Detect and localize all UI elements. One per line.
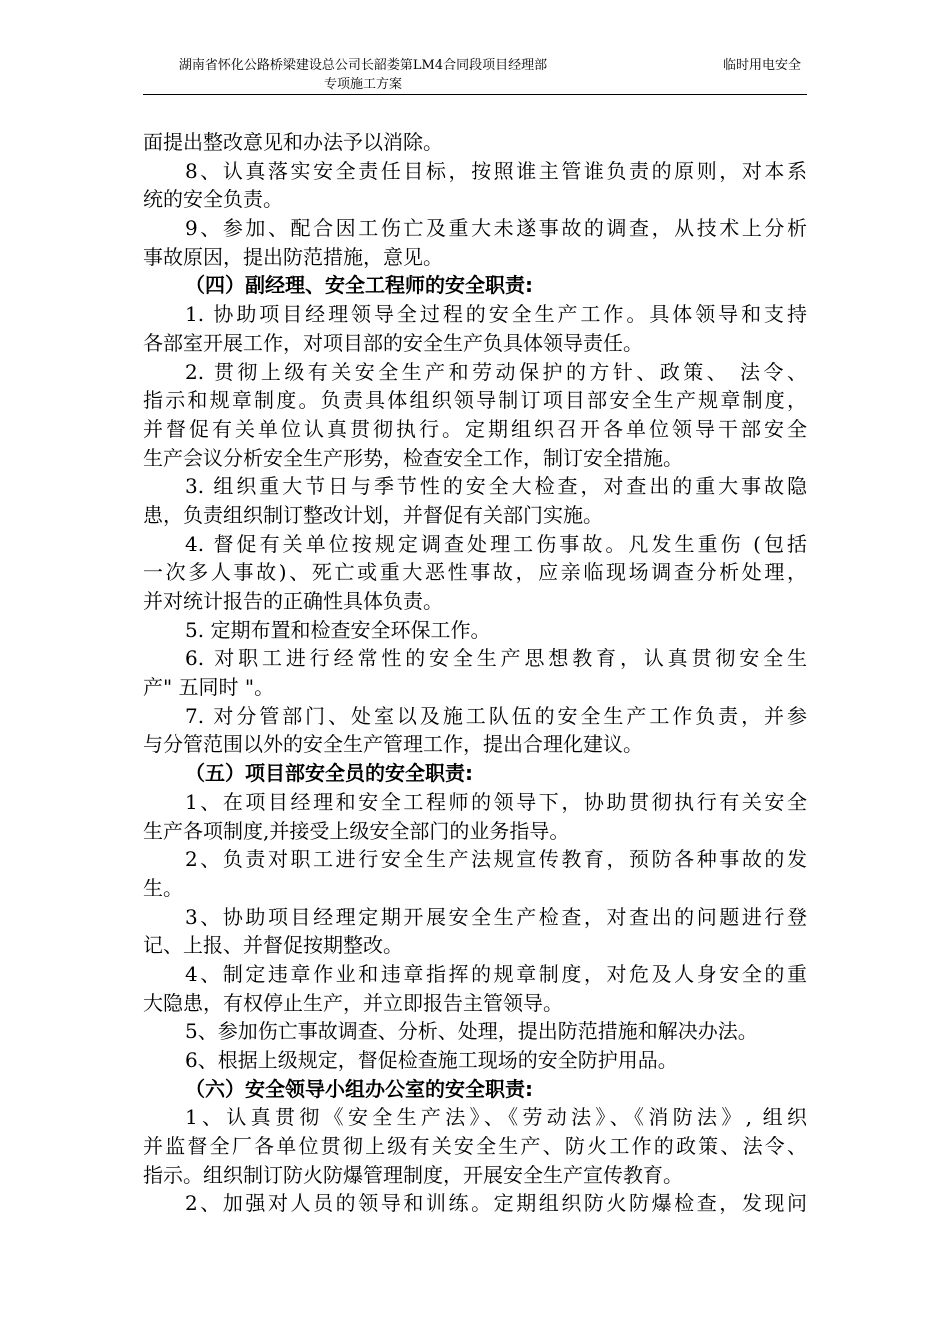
paragraph-line: 各部室开展工作，对项目部的安全生产负具体领导责任。: [143, 330, 643, 355]
paragraph-line: 6. 对职工进行经常性的安全生产思想教育，认真贯彻安全生: [185, 646, 807, 671]
paragraph-line: 指示。组织制订防火防爆管理制度，开展安全生产宣传教育。: [143, 1162, 683, 1187]
header-company: [143, 56, 583, 94]
paragraph-line: 3. 组织重大节日与季节性的安全大检查，对查出的重大事故隐: [185, 474, 807, 499]
header-doc-title: 临时用电安全: [722, 58, 801, 73]
paragraph-line: 并督促有关单位认真贯彻执行。定期组织召开各单位领导干部安全: [143, 416, 807, 441]
paragraph-line: 3、协助项目经理定期开展安全生产检查，对查出的问题进行登: [185, 904, 807, 929]
paragraph-line: 5、参加伤亡事故调查、分析、处理，提出防范措施和解决办法。: [185, 1019, 758, 1044]
paragraph-line: 大隐患，有权停止生产，并立即报告主管领导。: [143, 990, 563, 1015]
paragraph-line: 1. 协助项目经理领导全过程的安全生产工作。具体领导和支持: [185, 302, 807, 327]
section-heading: （五）项目部安全员的安全职责:: [185, 761, 473, 786]
paragraph-line: 产" 五同时 "。: [143, 675, 275, 700]
paragraph-line: 并对统计报告的正确性具体负责。: [143, 589, 443, 613]
header-company-line2: 专项施工方案: [323, 77, 402, 92]
paragraph-line: 生。: [143, 875, 183, 900]
paragraph-line: 9、参加、配合因工伤亡及重大未遂事故的调查，从技术上分析: [185, 216, 807, 241]
paragraph-line: 8、认真落实安全责任目标，按照谁主管谁负责的原则，对本系: [185, 158, 807, 183]
paragraph-line: 2. 贯彻上级有关安全生产和劳动保护的方针、政策、 法令、: [185, 359, 807, 384]
paragraph-line: 4. 督促有关单位按规定调查处理工伤事故。凡发生重伤 (包括: [185, 531, 807, 556]
paragraph-line: 生产各项制度,并接受上级安全部门的业务指导。: [143, 818, 570, 843]
paragraph-line: 7. 对分管部门、处室以及施工队伍的安全生产工作负责，并参: [185, 703, 807, 728]
paragraph-line: 一次多人事故)、死亡或重大恶性事故，应亲临现场调查分析处理，: [143, 560, 807, 585]
paragraph-line: 患，负责组织制订整改计划，并督促有关部门实施。: [143, 502, 603, 527]
paragraph-line: 统的安全负责。: [143, 187, 283, 212]
paragraph-line: 记、上报、并督促按期整改。: [143, 933, 403, 958]
section-heading: （六）安全领导小组办公室的安全职责:: [185, 1076, 533, 1101]
paragraph-line: 1、认真贯彻《安全生产法》、《劳动法》、《消防法》, 组织: [185, 1105, 807, 1130]
paragraph-line: 并监督全厂各单位贯彻上级有关安全生产、防火工作的政策、法令、: [143, 1134, 807, 1159]
paragraph-line: 生产会议分析安全生产形势，检查安全工作，制订安全措施。: [143, 445, 683, 470]
header-company-line1: 湖南省怀化公路桥梁建设总公司长韶娄第LM4合同段项目经理部: [178, 58, 548, 73]
paragraph-line: 与分管范围以外的安全生产管理工作，提出合理化建议。: [143, 732, 643, 757]
paragraph-line: 指示和规章制度。负责具体组织领导制订项目部安全生产规章制度，: [143, 388, 807, 413]
paragraph-line: 2、加强对人员的领导和训练。定期组织防火防爆检查，发现问: [185, 1191, 807, 1216]
paragraph-line: 事故原因，提出防范措施，意见。: [143, 244, 443, 269]
paragraph-line: 2、负责对职工进行安全生产法规宣传教育，预防各种事故的发: [185, 847, 807, 872]
paragraph-line: 5. 定期布置和检查安全环保工作。: [185, 617, 491, 642]
paragraph-line: 1、在项目经理和安全工程师的领导下，协助贯彻执行有关安全: [185, 789, 807, 814]
document-body: [143, 128, 807, 1218]
paragraph-line: 4、制定违章作业和违章指挥的规章制度，对危及人身安全的重: [185, 961, 807, 986]
section-heading: （四）副经理、安全工程师的安全职责:: [185, 273, 533, 298]
paragraph-line: 面提出整改意见和办法予以消除。: [143, 130, 443, 154]
paragraph-line: 6、根据上级规定，督促检查施工现场的安全防护用品。: [185, 1048, 678, 1072]
page-header: [143, 56, 807, 95]
